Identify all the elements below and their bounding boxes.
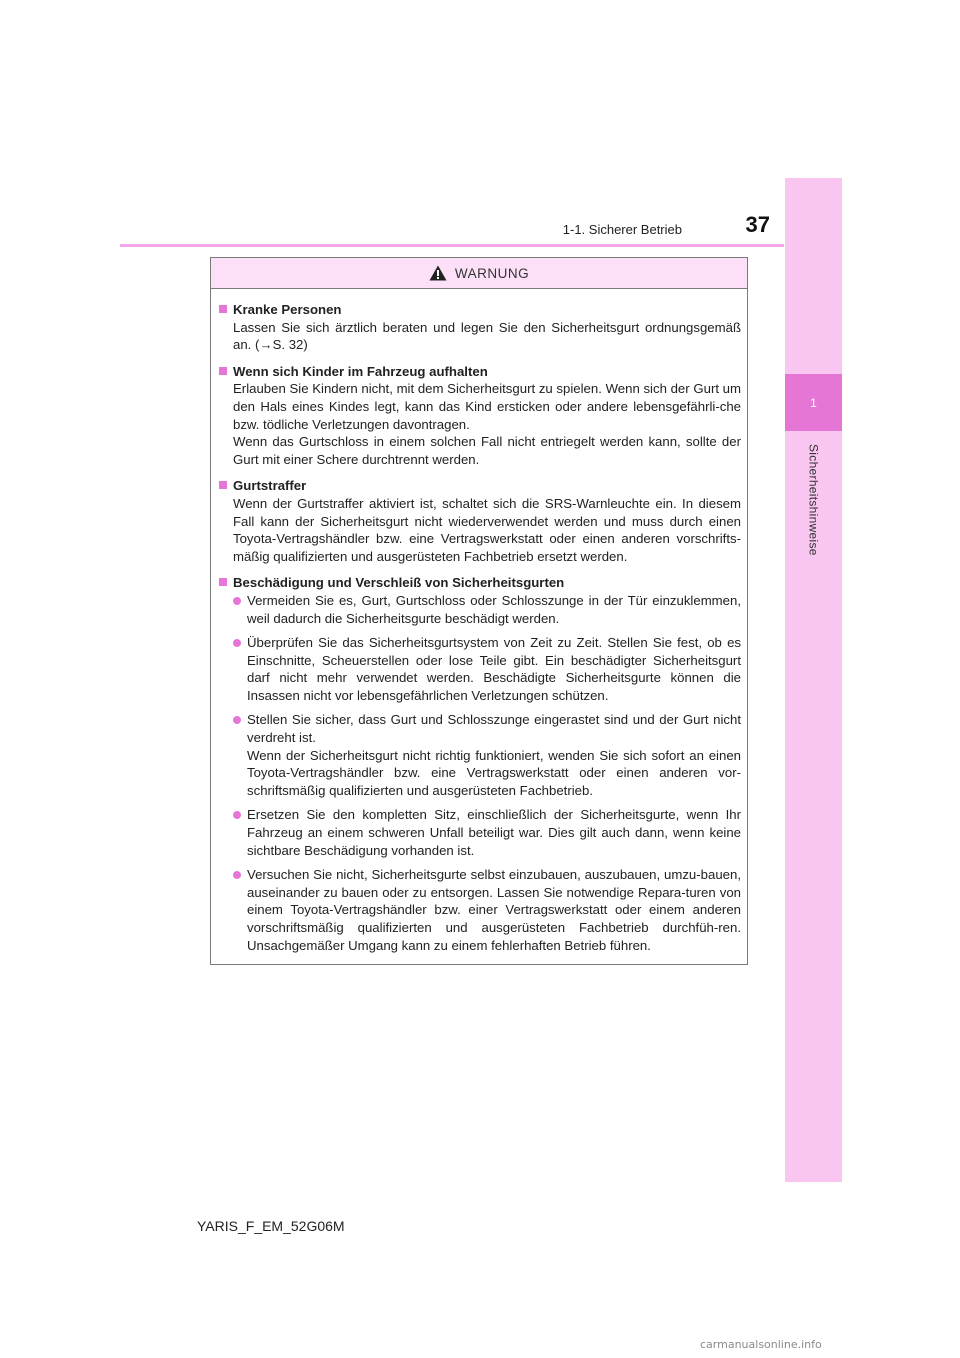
- list-item-text-group: [247, 711, 741, 799]
- section-heading-text: Gurtstraffer: [233, 478, 307, 494]
- list-item: [233, 711, 741, 799]
- watermark: carmanualsonline.info: [700, 1338, 822, 1351]
- list-item: [233, 806, 741, 859]
- list-item-text: Ersetzen Sie den kompletten Sitz, einschließlich der Sicherheitsgurte, wenn Ihr Fahrzeug an einem schweren Unfall beteiligt war. Dies gilt auch dann, wenn keine sichtbare Beschädigung vorhanden ist.: [247, 807, 741, 858]
- list-item-text-extra: Wenn der Sicherheitsgurt nicht richtig funktioniert, wenden Sie sich sofort an einen Toyota-Vertragshändler bzw. eine Vertragswerkstatt oder einen anderen vor-schriftsmäßig qualifizierten und ausgerüsteten Fachbetrieb.: [247, 747, 741, 798]
- page-number: 37: [745, 212, 770, 237]
- section-heading-text: Beschädigung und Verschleiß von Sicherheitsgurten: [233, 575, 565, 591]
- section-heading: [217, 363, 741, 381]
- section-paragraph: Lassen Sie sich ärztlich beraten und legen Sie den Sicherheitsgurt ordnungsgemäß an. (→S. 32): [233, 319, 741, 353]
- bullet-list: [217, 592, 741, 954]
- square-bullet-icon: [219, 367, 227, 375]
- warning-body: [211, 289, 747, 954]
- section-paragraph: Wenn der Gurtstraffer aktiviert ist, schaltet sich die SRS-Warnleuchte ein. In diesem Fall kann der Sicherheitsgurt nicht wiederverwendet werden und muss durch einen Toyota-Vertragshändler bzw. eine Vertragswerkstatt oder einen anderen vorschrifts-mäßig qualifizierten und ausgerüsteten Fachbetrieb ersetzt werden.: [233, 495, 741, 564]
- round-bullet-icon: [233, 871, 241, 879]
- section-heading-text: Wenn sich Kinder im Fahrzeug aufhalten: [233, 363, 488, 379]
- warning-section: [217, 301, 741, 354]
- document-code: YARIS_F_EM_52G06M: [197, 1218, 345, 1234]
- list-item-text: Stellen Sie sicher, dass Gurt und Schlosszunge eingerastet sind und der Gurt nicht verdreht ist.: [247, 712, 741, 746]
- round-bullet-icon: [233, 716, 241, 724]
- square-bullet-icon: [219, 578, 227, 586]
- round-bullet-icon: [233, 639, 241, 647]
- warning-section: [217, 363, 741, 469]
- section-heading-text: Kranke Personen: [233, 302, 342, 317]
- list-item: [233, 866, 741, 954]
- section-paragraph: Wenn das Gurtschloss in einem solchen Fall nicht entriegelt werden kann, sollte der Gurt mit einer Schere durchtrennt werden.: [233, 434, 741, 467]
- section-title: 1-1. Sicherer Betrieb: [562, 222, 682, 237]
- list-item-text: Überprüfen Sie das Sicherheitsgurtsystem von Zeit zu Zeit. Stellen Sie fest, ob es Einschnitte, Scheuerstellen oder lose Teile gibt. Ein beschädigter Sicherheitsgurt darf nicht mehr verwendet werden. Beschädigte Sicherheitsgurte können die Insassen nicht vor lebensgefährlichen Verletzungen schützen.: [247, 635, 741, 703]
- warning-box: [210, 257, 748, 965]
- chapter-label-text: Sicherheitshinweise: [806, 444, 821, 556]
- round-bullet-icon: [233, 597, 241, 605]
- warning-title: WARNUNG: [454, 265, 530, 281]
- warning-header: [211, 258, 747, 289]
- list-item: [233, 592, 741, 627]
- round-bullet-icon: [233, 811, 241, 819]
- section-heading: [217, 301, 741, 319]
- chapter-number: 1: [785, 374, 842, 431]
- list-item-text: Versuchen Sie nicht, Sicherheitsgurte selbst einzubauen, auszubauen, umzu-bauen, auseinander zu bauen oder zu entsorgen. Lassen Sie notwendige Repara-turen von einem Toyota-Vertragshändler bzw. einer Vertragswerkstatt oder einem anderen vorschriftsmäßig qualifizierten und ausgerüsteten Fachbetrieb durchfüh-ren. Unsachgemäßer Umgang kann zu einem fehlerhaften Betrieb führen.: [247, 867, 741, 953]
- warning-section: [217, 574, 741, 954]
- list-item: [233, 634, 741, 704]
- chapter-side-tab: [785, 178, 842, 1182]
- warning-triangle-icon: [429, 265, 447, 281]
- section-heading: [217, 477, 741, 495]
- chapter-label: [785, 444, 842, 604]
- section-paragraph: Erlauben Sie Kindern nicht, mit dem Sicherheitsgurt zu spielen. Wenn sich der Gurt um den Hals eines Kindes legt, kann das Kind ersticken oder andere lebensgefährli-che bzw. tödliche Verletzungen davontragen.: [233, 381, 741, 432]
- list-item-text: Vermeiden Sie es, Gurt, Gurtschloss oder Schlosszunge in der Tür einzuklemmen, weil dadurch die Sicherheitsgurte beschädigt werden.: [247, 592, 741, 626]
- square-bullet-icon: [219, 305, 227, 313]
- square-bullet-icon: [219, 481, 227, 489]
- section-heading: [217, 574, 741, 592]
- header-rule: [120, 244, 784, 247]
- warning-section: [217, 477, 741, 565]
